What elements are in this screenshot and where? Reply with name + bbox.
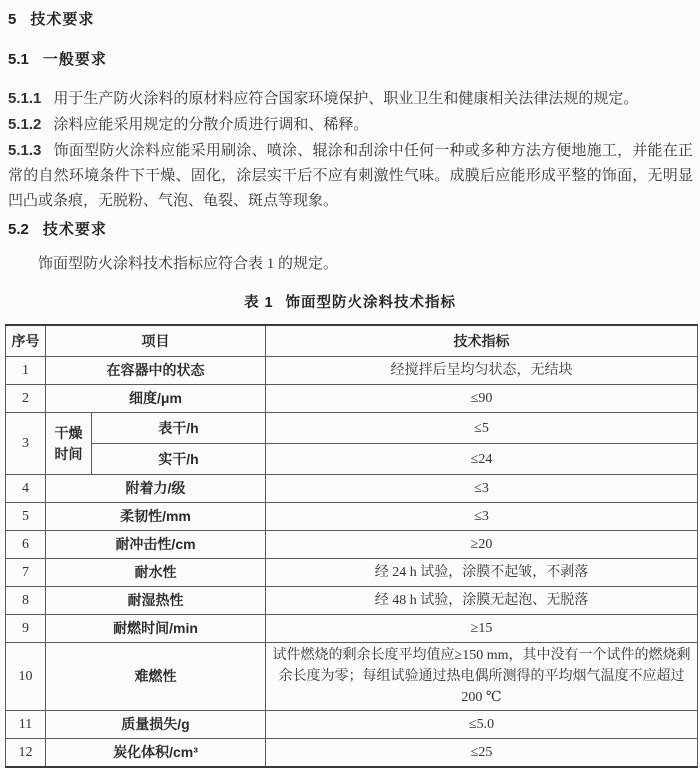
header-item: 项目: [46, 325, 266, 357]
cell-spec: ≤24: [266, 444, 698, 475]
header-spec: 技术指标: [266, 325, 698, 357]
section-number: 5.2: [8, 221, 29, 238]
table-row: [6, 615, 698, 643]
cell-index: 8: [6, 587, 46, 615]
clause-text: 用于生产防火涂料的原材料应符合国家环境保护、职业卫生和健康相关法律法规的规定。: [53, 91, 639, 107]
table-row: [6, 559, 698, 587]
section-title: 一般要求: [42, 51, 107, 68]
cell-item: 表干/h: [92, 413, 266, 444]
section-heading-5-1: [8, 50, 695, 70]
cell-item: 细度/μm: [46, 385, 266, 413]
cell-index: 11: [6, 711, 46, 739]
paragraph-5-1-2: [8, 112, 693, 138]
paragraph-5-1-1: [8, 86, 693, 112]
table-row: [6, 531, 698, 559]
clause-text: 涂料应能采用规定的分散介质进行调和、稀释。: [53, 117, 369, 133]
cell-item: 耐冲击性/cm: [46, 531, 266, 559]
cell-spec: ≤5: [266, 413, 698, 444]
table-row: [6, 413, 698, 444]
cell-spec: 经 24 h 试验，涂膜不起皱，不剥落: [266, 559, 698, 587]
table-caption-title: 饰面型防火涂料技术指标: [285, 295, 457, 311]
section-title: 技术要求: [42, 221, 107, 238]
cell-item: 耐湿热性: [46, 587, 266, 615]
cell-index: 5: [6, 503, 46, 531]
table-row: [6, 475, 698, 503]
cell-index: 4: [6, 475, 46, 503]
cell-spec: ≤3: [266, 475, 698, 503]
cell-index: 6: [6, 531, 46, 559]
clause-text: 饰面型防火涂料应能采用刷涂、喷涂、辊涂和刮涂中任何一种或多种方法方便地施工，并能在正常的自然环境条件下干燥、固化，涂层实干后不应有刺激性气味。成膜后应能形成平整的饰面，无明显凹凸或条痕，无脱粉、气泡、龟裂、斑点等现象。: [8, 143, 693, 209]
section-heading-5: [8, 10, 695, 30]
cell-spec: ≥20: [266, 531, 698, 559]
cell-index: 3: [6, 413, 46, 475]
table-caption: [5, 291, 695, 312]
cell-item-group: 干燥时间: [46, 413, 92, 475]
cell-spec: 经 48 h 试验，涂膜无起泡、无脱落: [266, 587, 698, 615]
table-row: [6, 444, 698, 475]
cell-index: 1: [6, 357, 46, 385]
section-title: 技术要求: [30, 11, 95, 28]
section-number: 5.1: [8, 51, 29, 68]
cell-spec: ≤3: [266, 503, 698, 531]
cell-item: 质量损失/g: [46, 711, 266, 739]
cell-item: 耐燃时间/min: [46, 615, 266, 643]
cell-item: 柔韧性/mm: [46, 503, 266, 531]
cell-spec: ≤25: [266, 739, 698, 767]
cell-index: 2: [6, 385, 46, 413]
cell-index: 12: [6, 739, 46, 767]
cell-index: 10: [6, 643, 46, 711]
cell-item: 炭化体积/cm³: [46, 739, 266, 767]
table-row: [6, 503, 698, 531]
table-caption-label: 表 1: [243, 295, 274, 311]
table-row: [6, 385, 698, 413]
cell-spec: 经搅拌后呈均匀状态，无结块: [266, 357, 698, 385]
table-intro: 饰面型防火涂料技术指标应符合表 1 的规定。: [38, 256, 339, 272]
table-row: [6, 357, 698, 385]
cell-spec: ≥15: [266, 615, 698, 643]
spec-table: [5, 324, 698, 768]
table-row: [6, 587, 698, 615]
cell-spec: ≤90: [266, 385, 698, 413]
cell-item: 在容器中的状态: [46, 357, 266, 385]
clause-number: 5.1.3: [8, 142, 42, 159]
cell-index: 7: [6, 559, 46, 587]
section-heading-5-2: [8, 220, 695, 240]
header-index: 序号: [6, 325, 46, 357]
clause-number: 5.1.2: [8, 116, 42, 133]
cell-item: 难燃性: [46, 643, 266, 711]
cell-spec: ≤5.0: [266, 711, 698, 739]
table-row: [6, 643, 698, 711]
cell-index: 9: [6, 615, 46, 643]
cell-item: 实干/h: [92, 444, 266, 475]
cell-spec: 试件燃烧的剩余长度平均值应≥150 mm，其中没有一个试件的燃烧剩余长度为零；每组试验通过热电偶所测得的平均烟气温度不应超过 200 ℃: [266, 643, 698, 711]
section-number: 5: [8, 11, 17, 28]
table-row: [6, 739, 698, 767]
clause-number: 5.1.1: [8, 90, 42, 107]
table-row: [6, 711, 698, 739]
table-header-row: [6, 325, 698, 357]
cell-item: 耐水性: [46, 559, 266, 587]
paragraph-5-1-3: [8, 138, 693, 214]
cell-item: 附着力/级: [46, 475, 266, 503]
